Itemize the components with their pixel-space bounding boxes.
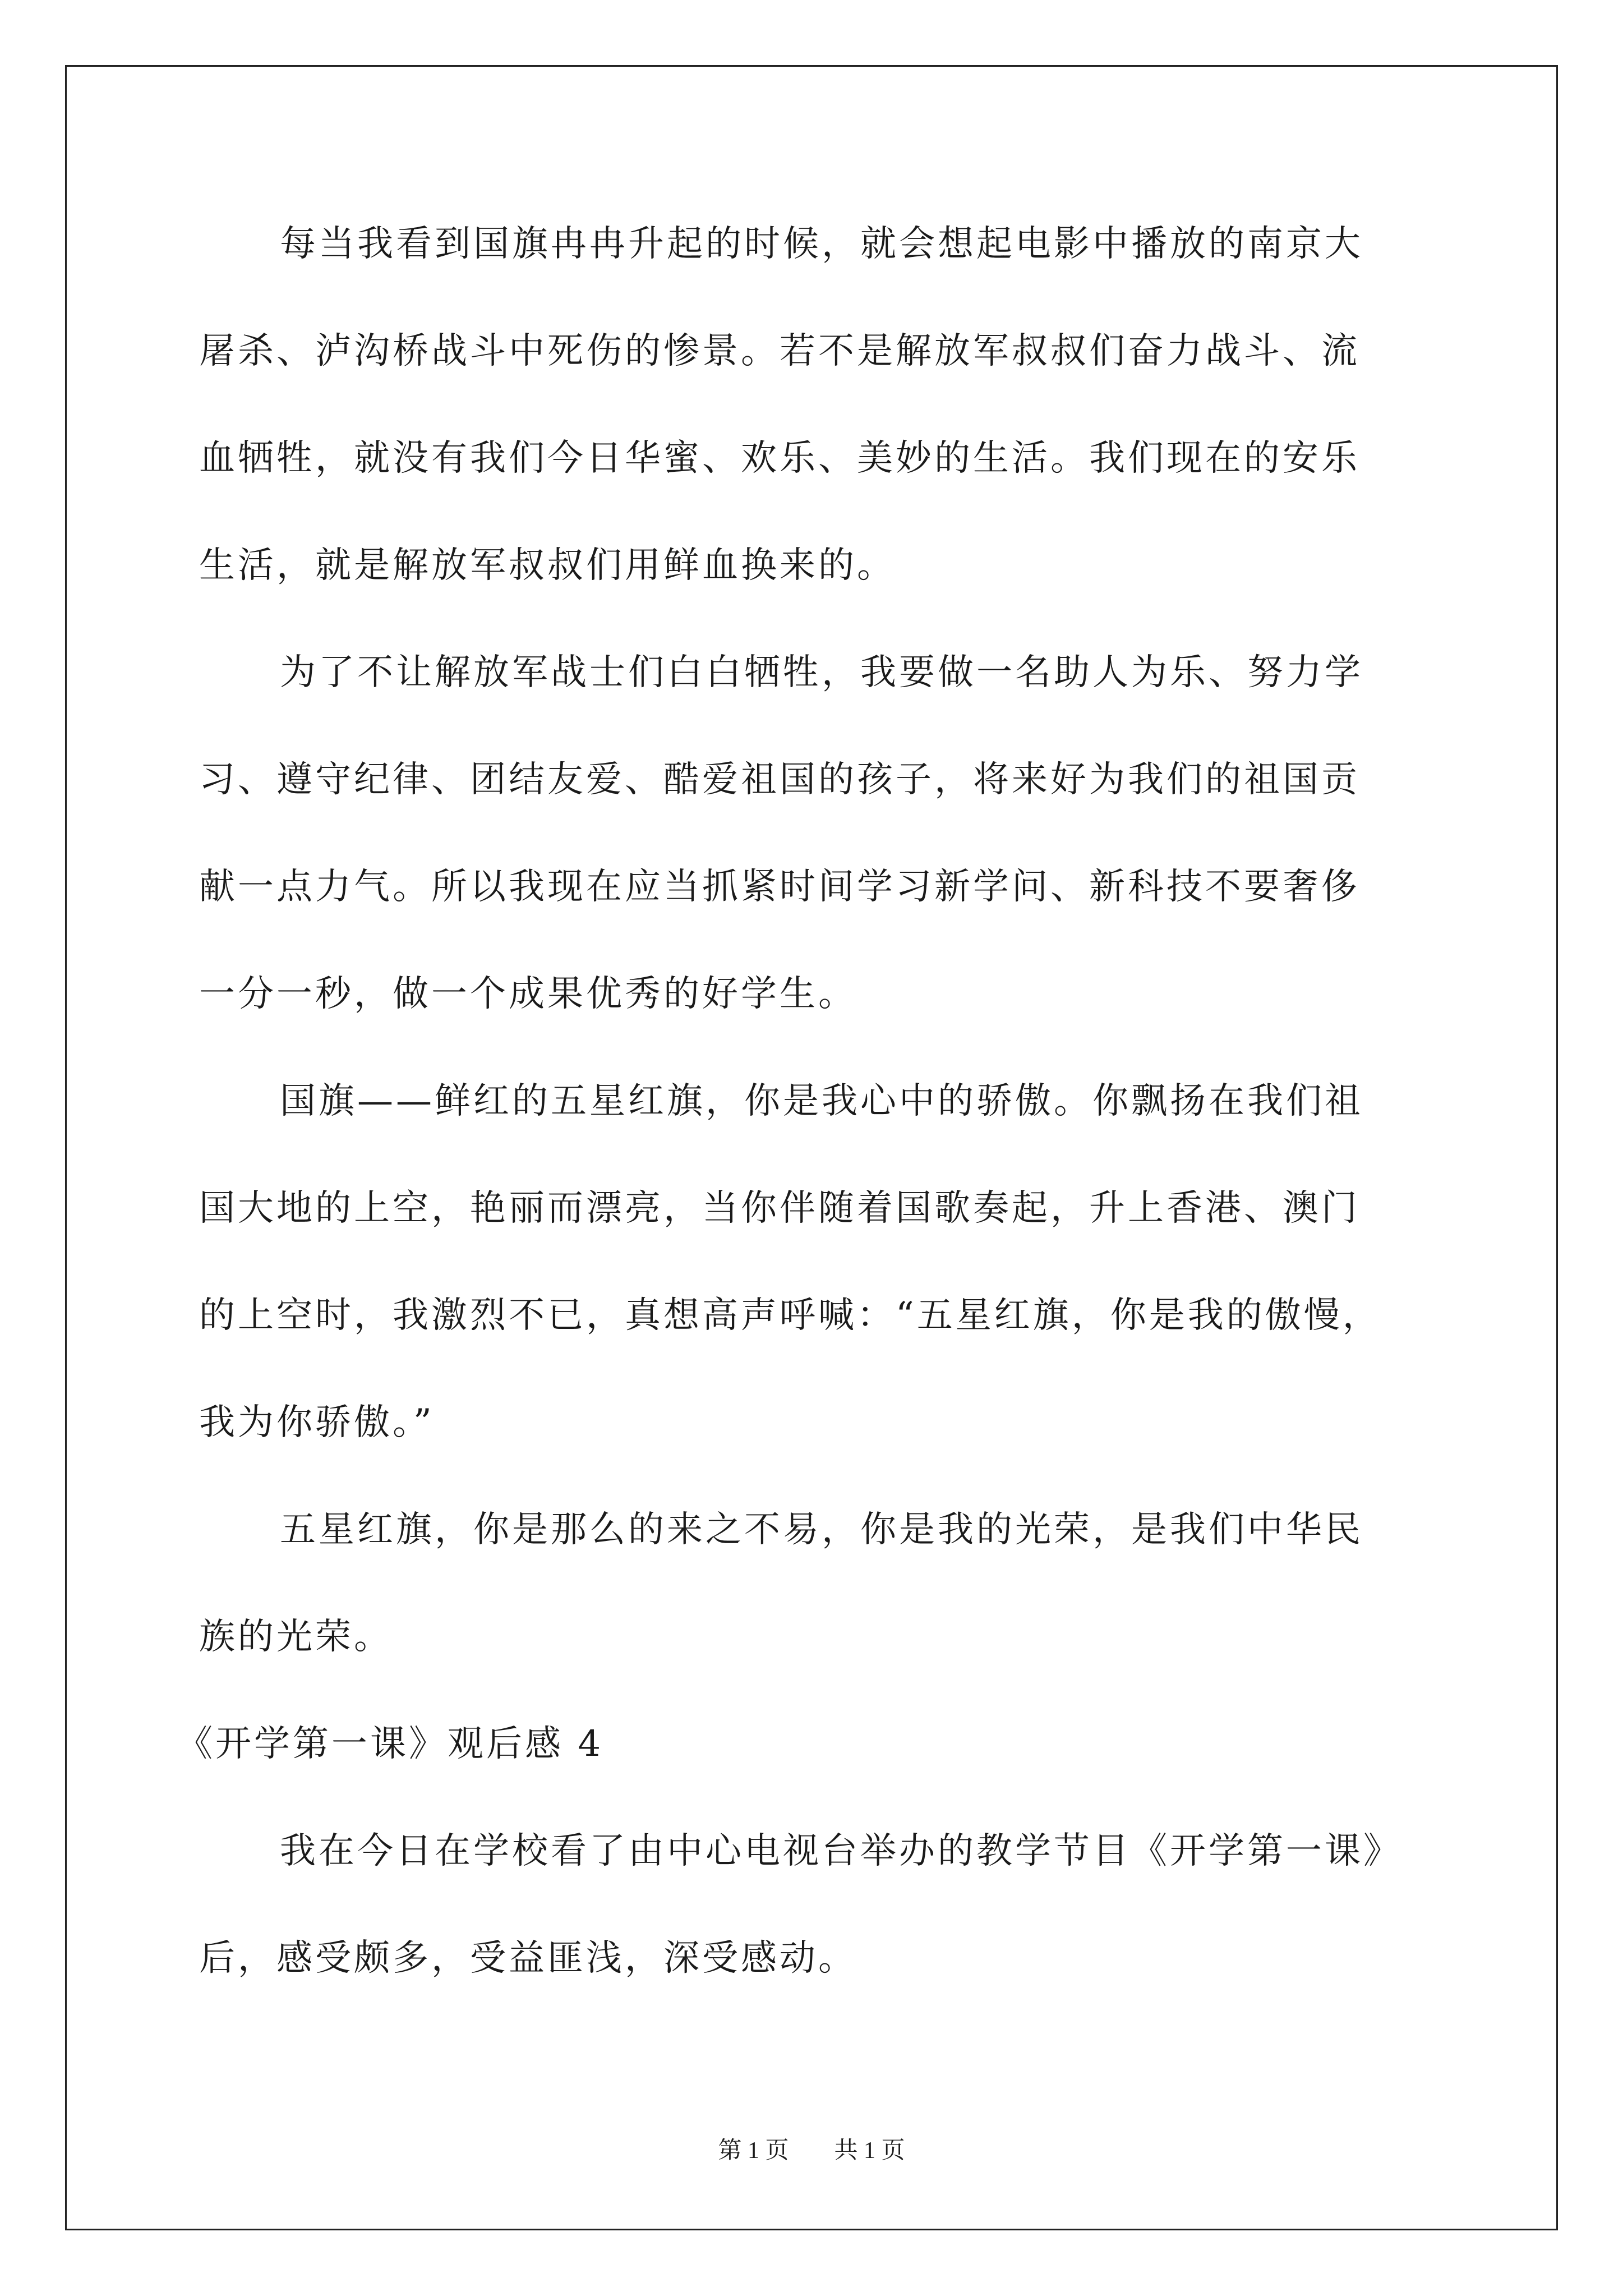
text-line: 屠杀、泸沟桥战斗中死伤的惨景。若不是解放军叔叔们奋力战斗、流 bbox=[199, 330, 1360, 372]
page-total: 共 1 页 bbox=[834, 2138, 905, 2164]
text-line: 我在今日在学校看了由中心电视台举办的教学节目《开学第一课》 bbox=[280, 1830, 1402, 1872]
text-line: 每当我看到国旗冉冉升起的时候，就会想起电影中播放的南京大 bbox=[280, 223, 1363, 265]
text-line: 族的光荣。 bbox=[199, 1616, 393, 1658]
text-line: 的上空时，我激烈不已，真想高声呼喊：“五星红旗，你是我的傲慢， bbox=[199, 1295, 1381, 1336]
text-line: 为了不让解放军战士们白白牺牲，我要做一名助人为乐、努力学 bbox=[280, 652, 1363, 693]
page-number: 第 1 页 bbox=[718, 2138, 789, 2164]
text-line: 国旗——鲜红的五星红旗，你是我心中的骄傲。你飘扬在我们祖 bbox=[280, 1080, 1363, 1122]
text-line: 我为你骄傲。” bbox=[199, 1402, 435, 1443]
paragraph-2 bbox=[199, 619, 1467, 1048]
paragraph-1 bbox=[199, 191, 1467, 619]
text-line: 献一点力气。所以我现在应当抓紧时间学习新学问、新科技不要奢侈 bbox=[199, 866, 1360, 908]
paragraph-5 bbox=[199, 1798, 1467, 2012]
text-line: 习、遵守纪律、团结友爱、酷爱祖国的孩子，将来好为我们的祖国贡 bbox=[199, 759, 1360, 800]
paragraph-4 bbox=[199, 1476, 1467, 1691]
text-line: 国大地的上空，艳丽而漂亮，当你伴随着国歌奏起，升上香港、澳门 bbox=[199, 1188, 1360, 1229]
text-line: 生活，就是解放军叔叔们用鲜血换来的。 bbox=[199, 545, 896, 586]
document-body bbox=[177, 191, 1467, 2012]
text-line: 后，感受颇多，受益匪浅，深受感动。 bbox=[199, 1938, 857, 1979]
paragraph-3 bbox=[199, 1048, 1467, 1476]
text-line: 血牺牲，就没有我们今日华蜜、欢乐、美妙的生活。我们现在的安乐 bbox=[199, 438, 1360, 479]
page-footer bbox=[0, 2132, 1623, 2165]
text-line: 五星红旗，你是那么的来之不易，你是我的光荣，是我们中华民 bbox=[280, 1509, 1363, 1550]
section-heading: 《开学第一课》观后感 4 bbox=[177, 1723, 604, 1765]
text-line: 一分一秒，做一个成果优秀的好学生。 bbox=[199, 973, 857, 1015]
